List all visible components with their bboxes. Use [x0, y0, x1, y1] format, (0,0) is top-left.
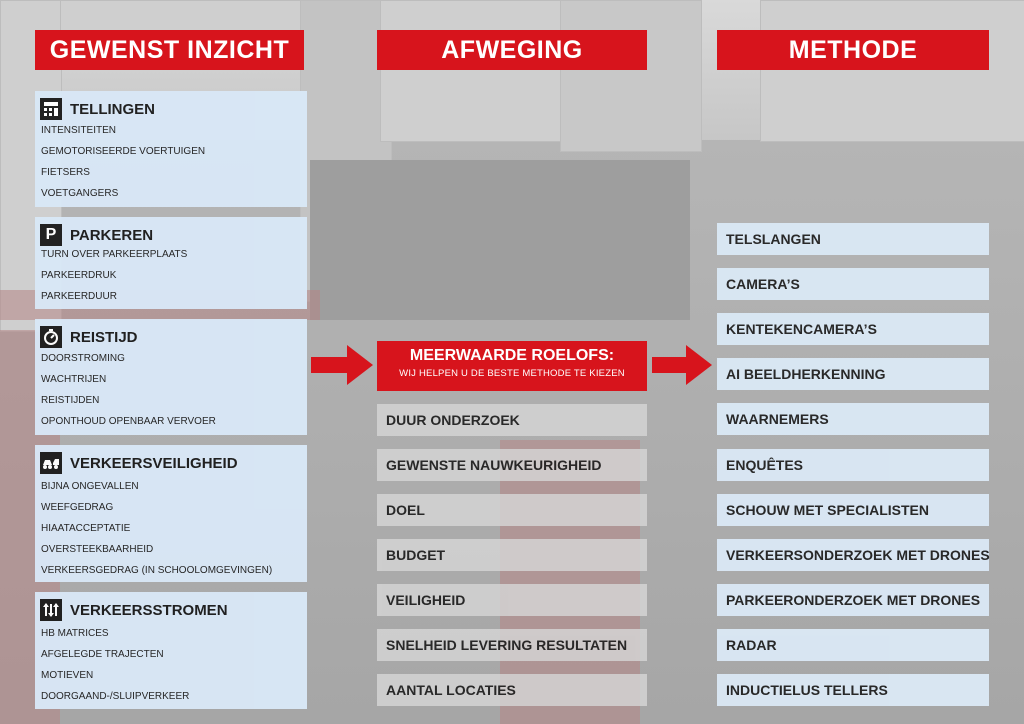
methode-item: ENQUÊTES [717, 449, 989, 481]
afweging-item: DOEL [377, 494, 647, 526]
arrow-right-icon [311, 345, 373, 385]
header-methode: METHODE [717, 30, 989, 70]
calculator-icon [40, 98, 62, 120]
list-item: DOORSTROMING [41, 353, 125, 364]
panel-title: VERKEERSVEILIGHEID [70, 454, 238, 472]
stopwatch-icon [40, 326, 62, 348]
list-item: OVERSTEEKBAARHEID [41, 544, 154, 555]
car-crash-icon [40, 452, 62, 474]
afweging-item: GEWENSTE NAUWKEURIGHEID [377, 449, 647, 481]
panel-title: VERKEERSSTROMEN [70, 601, 228, 619]
list-item: OPONTHOUD OPENBAAR VERVOER [41, 416, 216, 427]
list-item: TURN OVER PARKEERPLAATS [41, 249, 188, 260]
arrow-right-icon [652, 345, 712, 385]
list-item: PARKEERDUUR [41, 291, 117, 302]
panel-verkeersveiligheid [35, 445, 307, 582]
traffic-flow-icon [40, 599, 62, 621]
methode-item: TELSLANGEN [717, 223, 989, 255]
panel-parkeren [35, 217, 307, 309]
methode-item: CAMERA’S [717, 268, 989, 300]
parking-icon: P [40, 224, 62, 246]
methode-item: VERKEERSONDERZOEK MET DRONES [717, 539, 989, 571]
afweging-item: DUUR ONDERZOEK [377, 404, 647, 436]
panel-verkeersstromen [35, 592, 307, 709]
meerwaarde-subtitle: WIJ HELPEN U DE BESTE METHODE TE KIEZEN [399, 368, 625, 379]
list-item: PARKEERDRUK [41, 270, 117, 281]
afweging-item: VEILIGHEID [377, 584, 647, 616]
list-item: VERKEERSGEDRAG (IN SCHOOLOMGEVINGEN) [41, 565, 273, 576]
meerwaarde-banner [377, 341, 647, 391]
methode-item: WAARNEMERS [717, 403, 989, 435]
header-gewenst-inzicht: GEWENST INZICHT [35, 30, 304, 70]
list-item: HIAATACCEPTATIE [41, 523, 131, 534]
meerwaarde-title: MEERWAARDE ROELOFS: [409, 347, 615, 364]
panel-title: TELLINGEN [70, 100, 155, 118]
list-item: REISTIJDEN [41, 395, 100, 406]
list-item: AFGELEGDE TRAJECTEN [41, 649, 164, 660]
list-item: BIJNA ONGEVALLEN [41, 481, 139, 492]
list-item: DOORGAAND-/SLUIPVERKEER [41, 691, 190, 702]
methode-item: INDUCTIELUS TELLERS [717, 674, 989, 706]
methode-item: KENTEKENCAMERA’S [717, 313, 989, 345]
list-item: FIETSERS [41, 167, 90, 178]
methode-item: SCHOUW MET SPECIALISTEN [717, 494, 989, 526]
list-item: HB MATRICES [41, 628, 109, 639]
methode-item: PARKEERONDERZOEK MET DRONES [717, 584, 989, 616]
header-afweging: AFWEGING [377, 30, 647, 70]
panel-tellingen [35, 91, 307, 207]
panel-title: REISTIJD [70, 328, 138, 346]
panel-title: PARKEREN [70, 226, 154, 244]
list-item: VOETGANGERS [41, 188, 119, 199]
list-item: WACHTRIJEN [41, 374, 107, 385]
afweging-item: BUDGET [377, 539, 647, 571]
methode-item: RADAR [717, 629, 989, 661]
afweging-item: AANTAL LOCATIES [377, 674, 647, 706]
methode-item: AI BEELDHERKENNING [717, 358, 989, 390]
panel-reistijd [35, 319, 307, 435]
list-item: WEEFGEDRAG [41, 502, 114, 513]
list-item: MOTIEVEN [41, 670, 94, 681]
list-item: INTENSITEITEN [41, 125, 117, 136]
list-item: GEMOTORISEERDE VOERTUIGEN [41, 146, 206, 157]
afweging-item: SNELHEID LEVERING RESULTATEN [377, 629, 647, 661]
